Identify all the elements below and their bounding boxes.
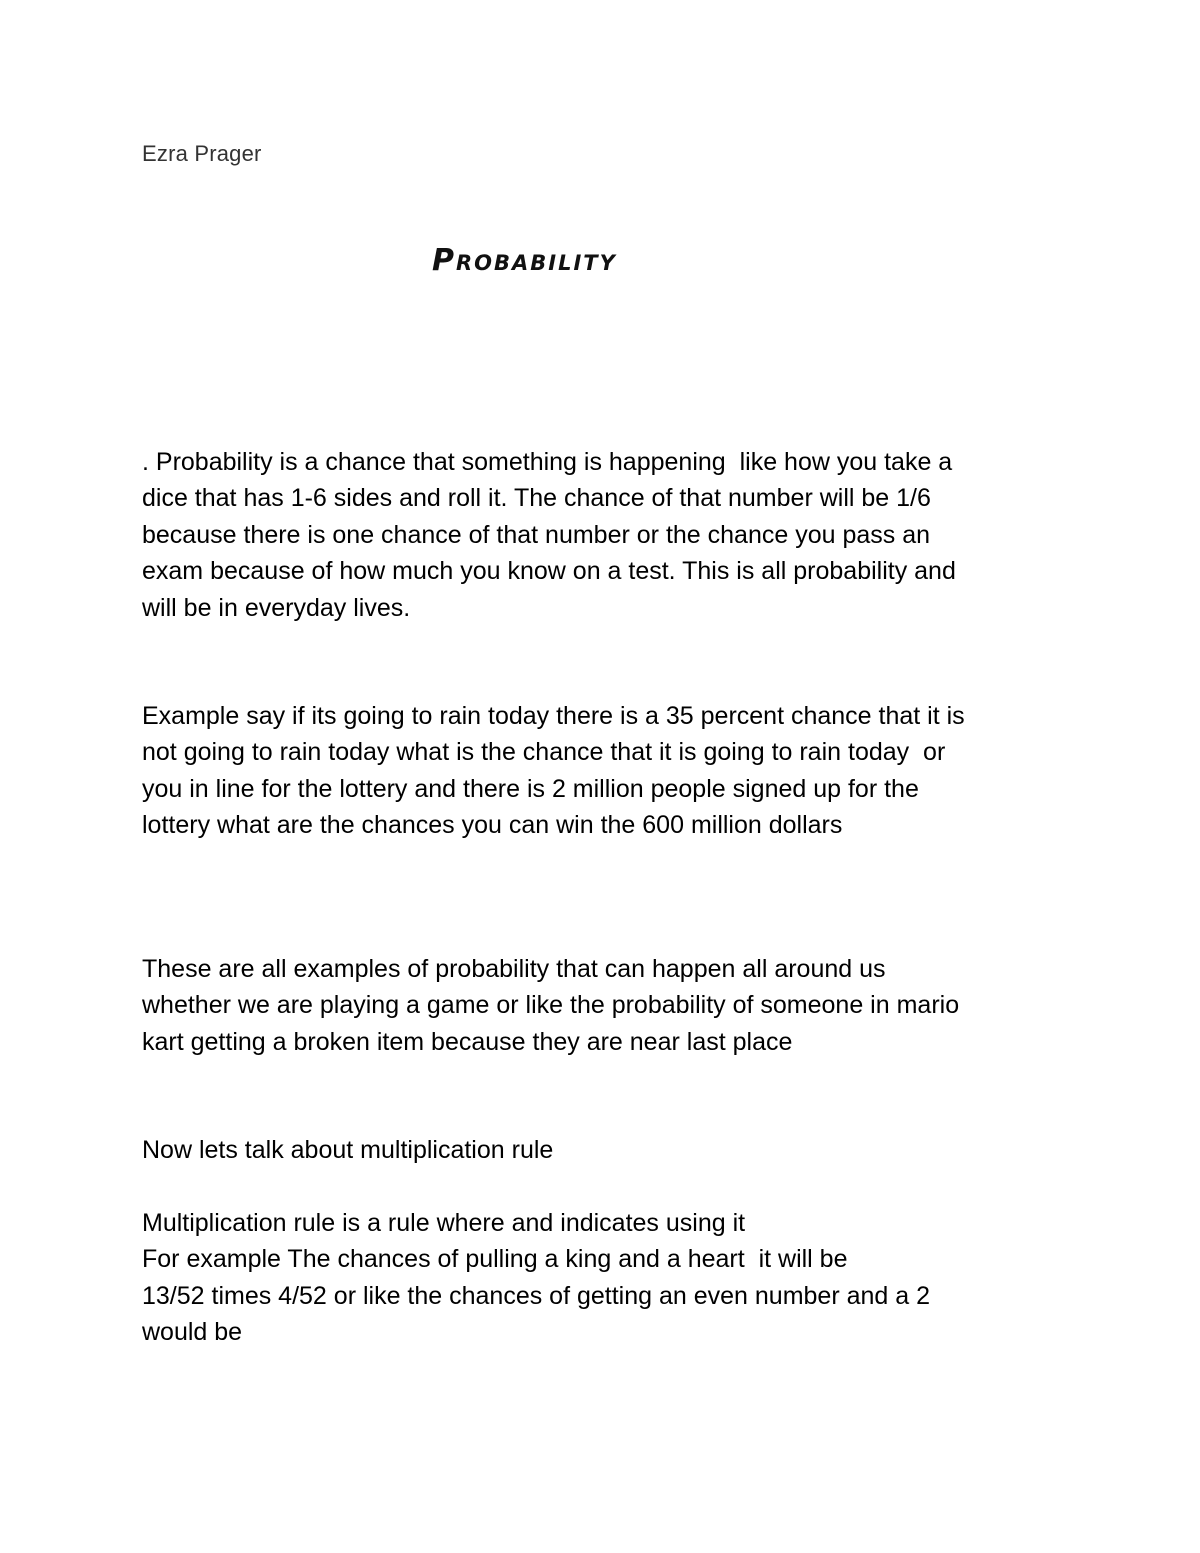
paragraph-line: These are all examples of probability that can happen all around us: [142, 955, 886, 983]
paragraph-line: you in line for the lottery and there is 2 million people signed up for the: [142, 774, 919, 803]
paragraph-line: . Probability is a chance that something is happening like how you take a: [142, 448, 953, 476]
paragraph-example: [142, 698, 1062, 844]
paragraph-everyday: [142, 951, 1062, 1060]
paragraph-line: lottery what are the chances you can win the 600 million dollars: [142, 811, 843, 840]
paragraph-line: exam because of how much you know on a test. This is all probability and: [142, 557, 956, 586]
paragraph-line: would be: [142, 1318, 243, 1347]
document-title: Probability: [432, 243, 617, 278]
paragraph-line: Example say if its going to rain today there is a 35 percent chance that it is: [142, 702, 965, 730]
paragraph-line: kart getting a broken item because they are near last place: [142, 1027, 793, 1056]
author-name: Ezra Prager: [142, 141, 262, 166]
paragraph-line: 13/52 times 4/52 or like the chances of getting an even number and a 2: [142, 1281, 931, 1310]
paragraph-multiplication-rule: [142, 1205, 1062, 1351]
paragraph-definition: [142, 444, 1062, 626]
paragraph-line: because there is one chance of that number or the chance you pass an: [142, 520, 931, 549]
paragraph-line: Now lets talk about multiplication rule: [142, 1136, 554, 1164]
paragraph-line: whether we are playing a game or like the probability of someone in mario: [142, 991, 960, 1020]
paragraph-line: not going to rain today what is the chance that it is going to rain today or: [142, 738, 946, 767]
paragraph-transition: [142, 1132, 1062, 1168]
paragraph-line: For example The chances of pulling a king and a heart it will be: [142, 1245, 848, 1274]
paragraph-line: dice that has 1-6 sides and roll it. The chance of that number will be 1/6: [142, 484, 931, 513]
paragraph-line: Multiplication rule is a rule where and indicates using it: [142, 1209, 746, 1237]
paragraph-line: will be in everyday lives.: [142, 593, 411, 622]
